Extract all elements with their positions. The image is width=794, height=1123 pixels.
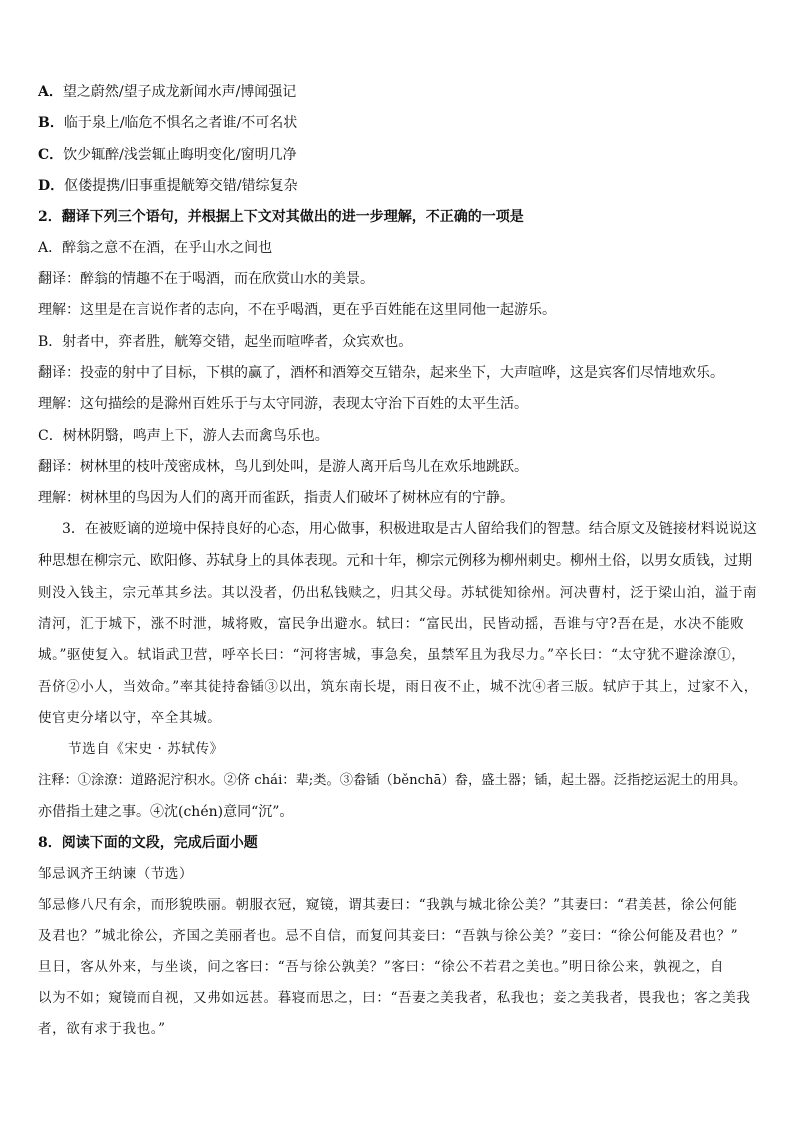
q3-line: 吾侪②小人，当效命。”率其徒持畚锸③以出，筑东南长堤，雨日夜不止，城不沈④者三版。轼庐于其上，过家不入， xyxy=(38,679,758,695)
q3-notes: 注释：①涂潦：道路泥泞积水。②侪 chái：辈;类。③畚锸（běnchā）畚，盛土器；锸，起土器。泛指挖运泥土的用具。 xyxy=(38,773,747,788)
q3-line: 则没入钱主，宗元革其乡法。其以没者，仍出私钱赎之，归其父母。苏轼徙知徐州。河决曹村，泛于梁山泊，溢于南 xyxy=(38,585,758,601)
q3-line: 清河，汇于城下，涨不时泄，城将败，富民争出避水。轼曰：“富民出，民皆动摇，吾谁与守?吾在是，水决不能败 xyxy=(38,616,745,632)
q8-passage-line: 旦日，客从外来，与坐谈，问之客曰：“吾与徐公孰美？”客曰：“徐公不若君之美也。”明日徐公来，孰视之，自 xyxy=(38,959,724,975)
q8-stem: 8．阅读下面的文段，完成后面小题 xyxy=(38,835,258,851)
q2-c-understanding: 理解：树林里的鸟因为人们的离开而雀跃，指责人们破坏了树林应有的宁静。 xyxy=(38,490,514,506)
q8-passage-line: 者，欲有求于我也。” xyxy=(38,1021,166,1037)
q2-a-sentence: A．醉翁之意不在酒，在乎山水之间也 xyxy=(38,240,273,256)
q3-line: 使官吏分堵以守，卒全其城。 xyxy=(38,710,222,726)
q1-option-b: B．临于泉上/临危不惧名之者谁/不可名状 xyxy=(38,115,298,131)
q8-passage-line: 以为不如；窥镜而自视，又弗如远甚。暮寝而思之，曰：“吾妻之美我者，私我也；妾之美我者，畏我也；客之美我 xyxy=(38,990,751,1006)
q2-b-sentence: B．射者中，弈者胜，觥筹交错，起坐而喧哗者，众宾欢也。 xyxy=(38,334,413,350)
q8-passage-title: 邹忌讽齐王纳谏（节选） xyxy=(38,866,194,882)
q2-a-translation: 翻译：醉翁的情趣不在于喝酒，而在欣赏山水的美景。 xyxy=(38,271,374,287)
q3-line: 3．在被贬谪的逆境中保持良好的心态，用心做事，积极进取是古人留给我们的智慧。结合原文及链接材料说说这 xyxy=(62,521,757,537)
q3-line: 种思想在柳宗元、欧阳修、苏轼身上的具体表现。元和十年，柳宗元例移为柳州刺史。柳州土俗，以男女质钱，过期 xyxy=(38,553,752,569)
q2-b-understanding: 理解：这句描绘的是滁州百姓乐于与太守同游，表现太守治下百姓的太平生活。 xyxy=(38,396,528,412)
q8-passage-line: 邹忌修八尺有余，而形貌昳丽。朝服衣冠，窥镜，谓其妻曰：“我孰与城北徐公美？”其妻曰：“君美甚，徐公何能 xyxy=(38,897,738,913)
q3-notes: 亦借指土建之事。④沈(chén)意同“沉”。 xyxy=(38,804,294,820)
q3-source: 节选自《宋史 · 苏轼传》 xyxy=(68,741,224,757)
q2-c-translation: 翻译：树林里的枝叶茂密成林，鸟儿到处叫，是游人离开后鸟儿在欢乐地跳跃。 xyxy=(38,459,528,475)
q8-passage-line: 及君也？”城北徐公，齐国之美丽者也。忌不自信，而复问其妾曰：“吾孰与徐公美？”妾曰：“徐公何能及君也？” xyxy=(38,928,739,944)
q2-stem: 2．翻译下列三个语句，并根据上下文对其做出的进一步理解，不正确的一项是 xyxy=(38,209,524,225)
q1-option-d: D．伛偻提携/旧事重提觥筹交错/错综复杂 xyxy=(38,178,298,194)
q3-line: 城。”驱使复入。轼诣武卫营，呼卒长曰：“河将害城，事急矣，虽禁军且为我尽力。”卒长曰：“太守犹不避涂潦①， xyxy=(38,647,746,663)
q1-option-a: A．望之蔚然/望子成龙新闻水声/博闻强记 xyxy=(38,84,297,100)
q2-b-translation: 翻译：投壶的射中了目标，下棋的赢了，酒杯和酒筹交互错杂，起来坐下，大声喧哗，这是宾客们尽情地欢乐。 xyxy=(38,365,724,381)
q1-option-c: C．饮少辄醉/浅尝辄止晦明变化/窗明几净 xyxy=(38,147,297,163)
q2-a-understanding: 理解：这里是在言说作者的志向，不在乎喝酒，更在乎百姓能在这里同他一起游乐。 xyxy=(38,302,556,318)
q2-c-sentence: C．树林阴翳，鸣声上下，游人去而禽鸟乐也。 xyxy=(38,428,329,444)
